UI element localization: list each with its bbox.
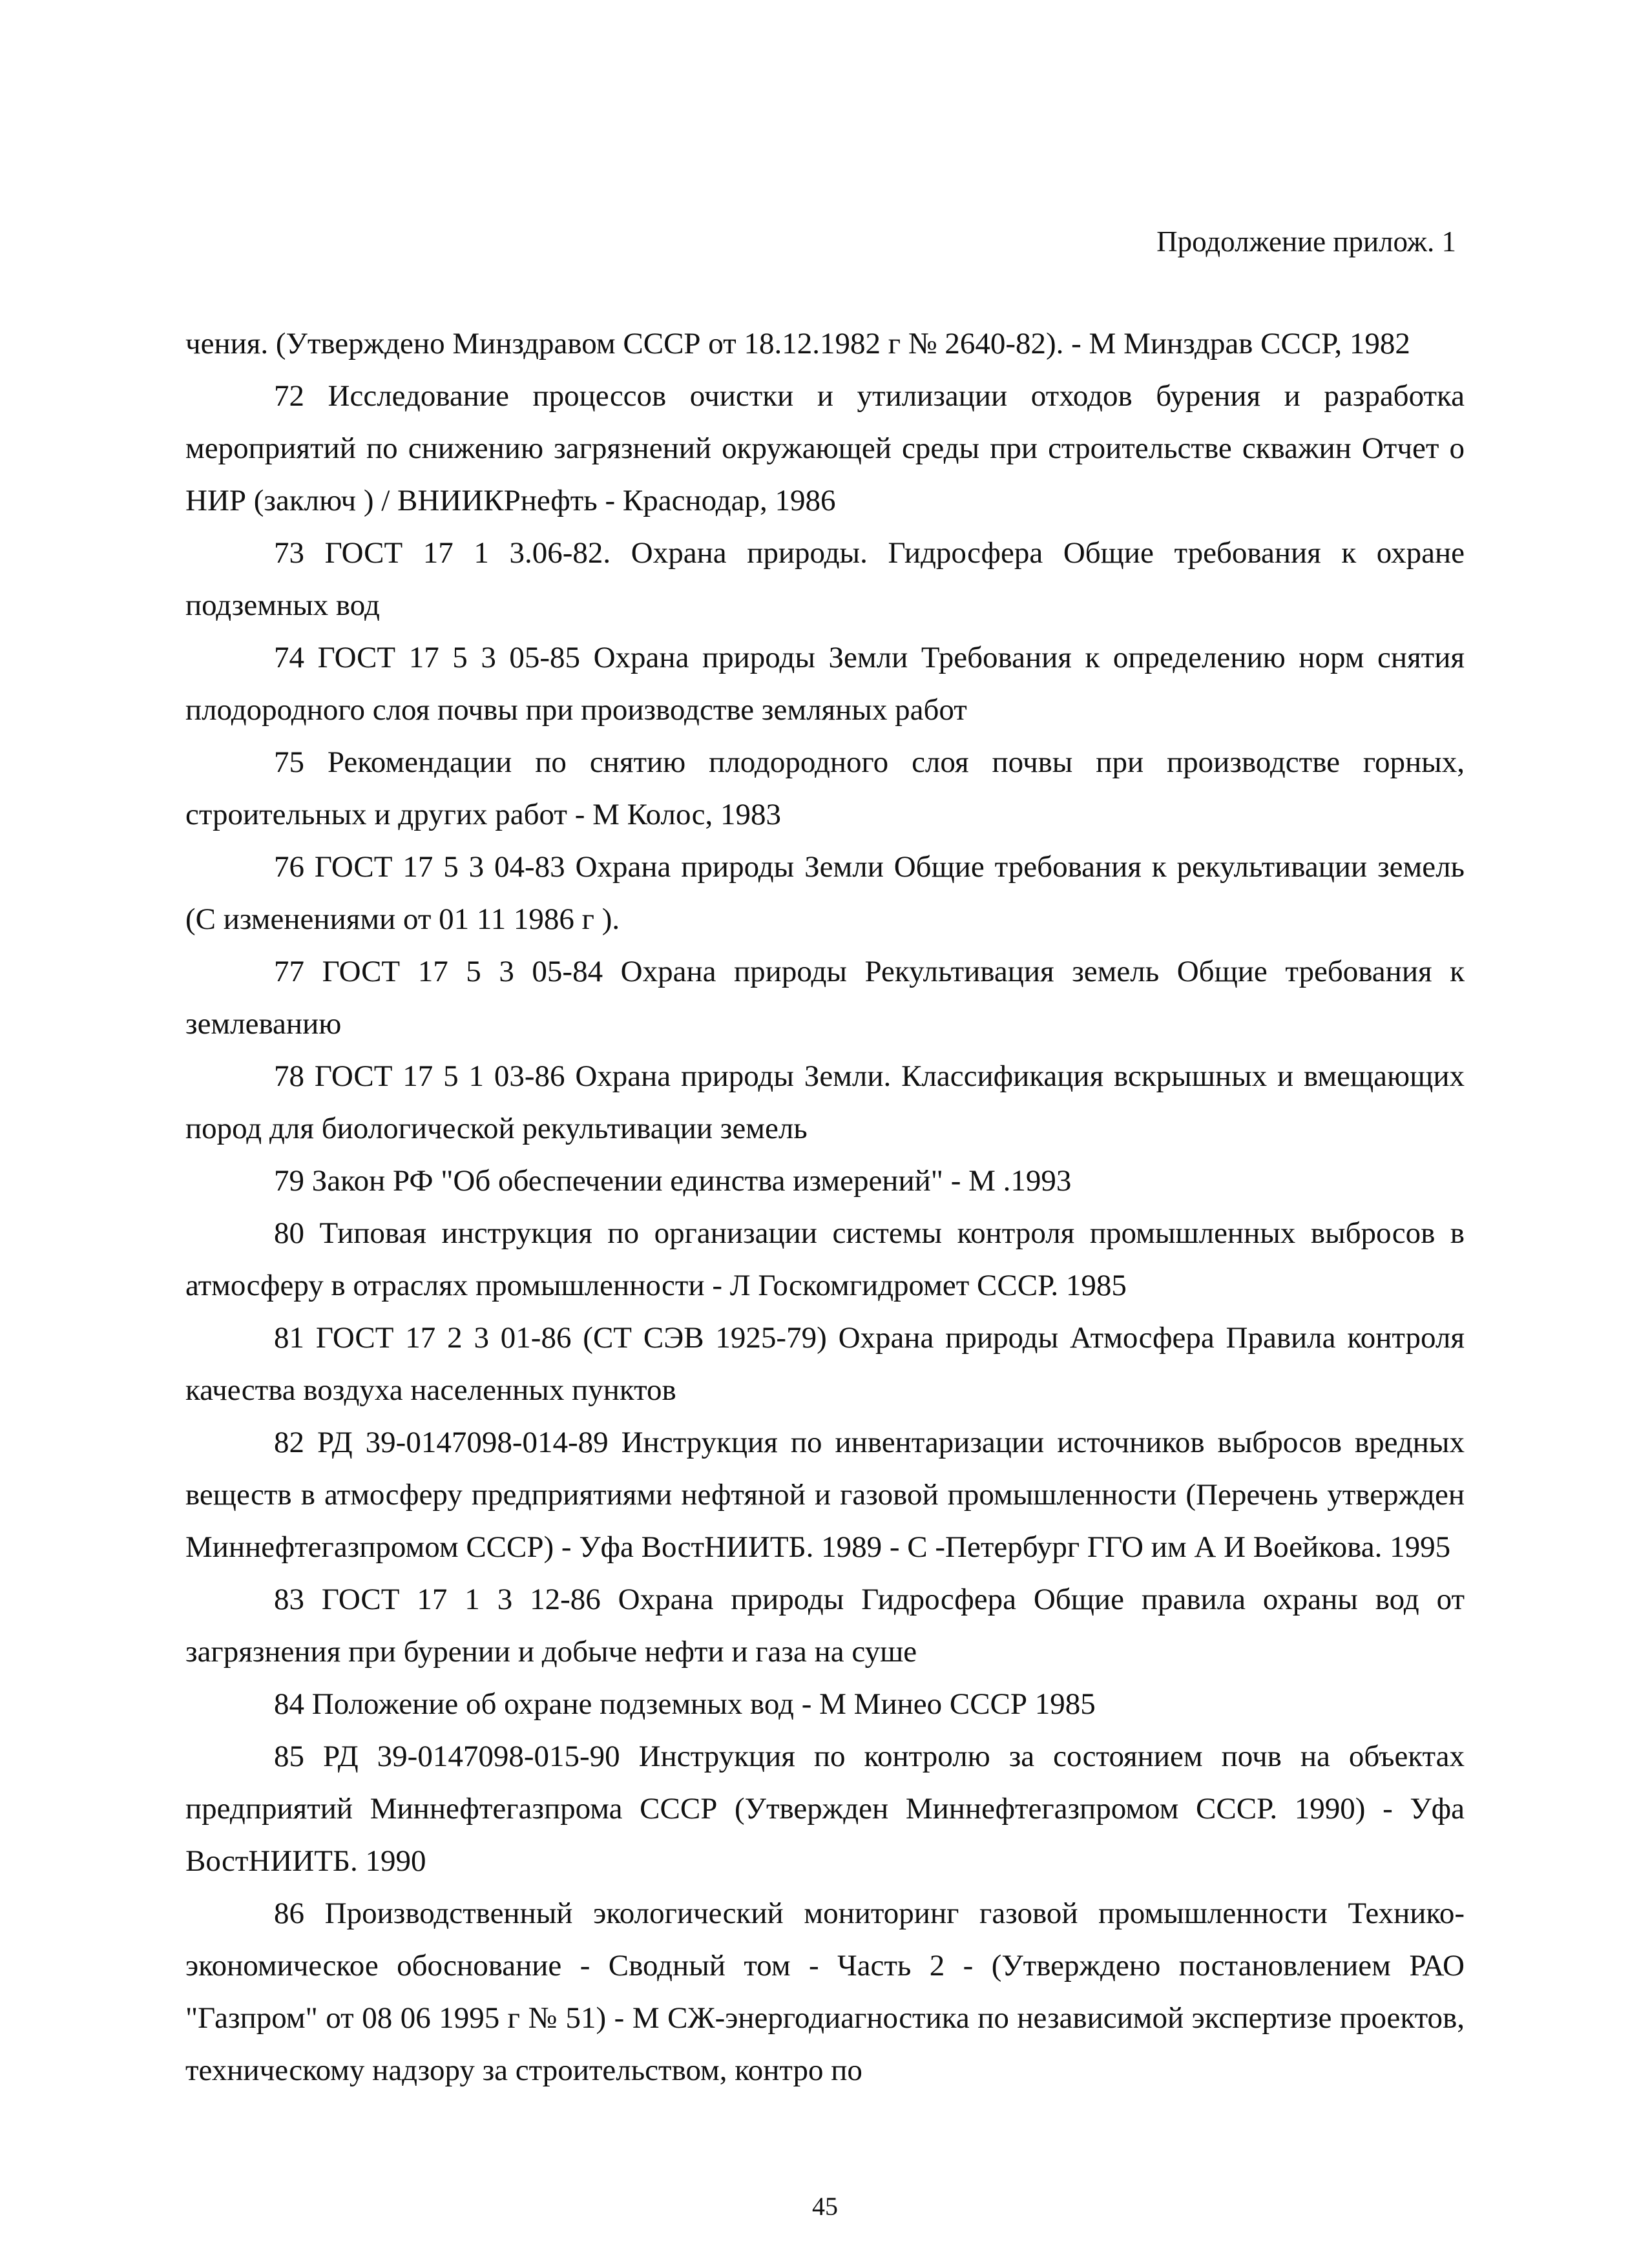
reference-item: 81 ГОСТ 17 2 3 01-86 (СТ СЭВ 1925-79) Охрана природы Атмосфера Правила контроля качества воздуха населенных пунктов <box>185 1321 1465 1407</box>
reference-item: 76 ГОСТ 17 5 3 04-83 Охрана природы Земли Общие требования к рекультивации земель (С изменениями от 01 11 1986 г ). <box>185 850 1465 936</box>
reference-item: 80 Типовая инструкция по организации системы контроля промышленных выбросов в атмосферу в отраслях промышленности - Л Госкомгидромет СССР. 1985 <box>185 1216 1465 1302</box>
page-header-continuation: Продолжение прилож. 1 <box>1156 225 1456 258</box>
reference-item: 79 Закон РФ "Об обеспечении единства измерений" - М .1993 <box>274 1164 1072 1198</box>
reference-item: 86 Производственный экологический мониторинг газовой промышленности Технико-экономическое обоснование - Сводный том - Часть 2 - (Утверждено постановлением РАО "Газпром" от 08 06 1995 г № 51) - М СЖ-энергодиагностика по независимой экспертизе проектов, техническому надзору за строительством, контро по <box>185 1897 1465 2087</box>
reference-item: 77 ГОСТ 17 5 3 05-84 Охрана природы Рекультивация земель Общие требования к землеванию <box>185 955 1465 1041</box>
reference-item: 73 ГОСТ 17 1 3.06-82. Охрана природы. Гидросфера Общие требования к охране подземных вод <box>185 536 1465 622</box>
reference-item: 75 Рекомендации по снятию плодородного слоя почвы при производстве горных, строительных и других работ - М Колос, 1983 <box>185 745 1465 831</box>
reference-item: 84 Положение об охране подземных вод - М Минео СССР 1985 <box>274 1687 1096 1721</box>
reference-item: 82 РД 39-0147098-014-89 Инструкция по инвентаризации источников выбросов вредных веществ в атмосферу предприятиями нефтяной и газовой промышленности (Перечень утвержден Миннефтегазпромом СССР) - Уфа ВостНИИТБ. 1989 - С -Петербург ГГО им А И Воейкова. 1995 <box>185 1426 1465 1564</box>
reference-item: 78 ГОСТ 17 5 1 03-86 Охрана природы Земли. Классификация вскрышных и вмещающих пород для биологической рекультивации земель <box>185 1059 1465 1145</box>
reference-item: 85 РД 39-0147098-015-90 Инструкция по контролю за состоянием почв на объектах предприятий Миннефтегазпрома СССР (Утвержден Миннефтегазпромом СССР. 1990) - Уфа ВостНИИТБ. 1990 <box>185 1740 1465 1878</box>
reference-item: 72 Исследование процессов очистки и утилизации отходов бурения и разработка мероприятий по снижению загрязнений окружающей среды при строительстве скважин Отчет о НИР (заключ ) / ВНИИКРнефть - Краснодар, 1986 <box>185 379 1465 517</box>
reference-item: 83 ГОСТ 17 1 3 12-86 Охрана природы Гидросфера Общие правила охраны вод от загрязнения при бурении и добыче нефти и газа на суше <box>185 1583 1465 1669</box>
page-number: 45 <box>812 2192 838 2221</box>
reference-item: чения. (Утверждено Минздравом СССР от 18.12.1982 г № 2640-82). - М Минздрав СССР, 1982 <box>185 327 1410 360</box>
reference-item: 74 ГОСТ 17 5 3 05-85 Охрана природы Земли Требования к определению норм снятия плодородного слоя почвы при производстве земляных работ <box>185 641 1465 727</box>
reference-list <box>185 318 1465 2097</box>
